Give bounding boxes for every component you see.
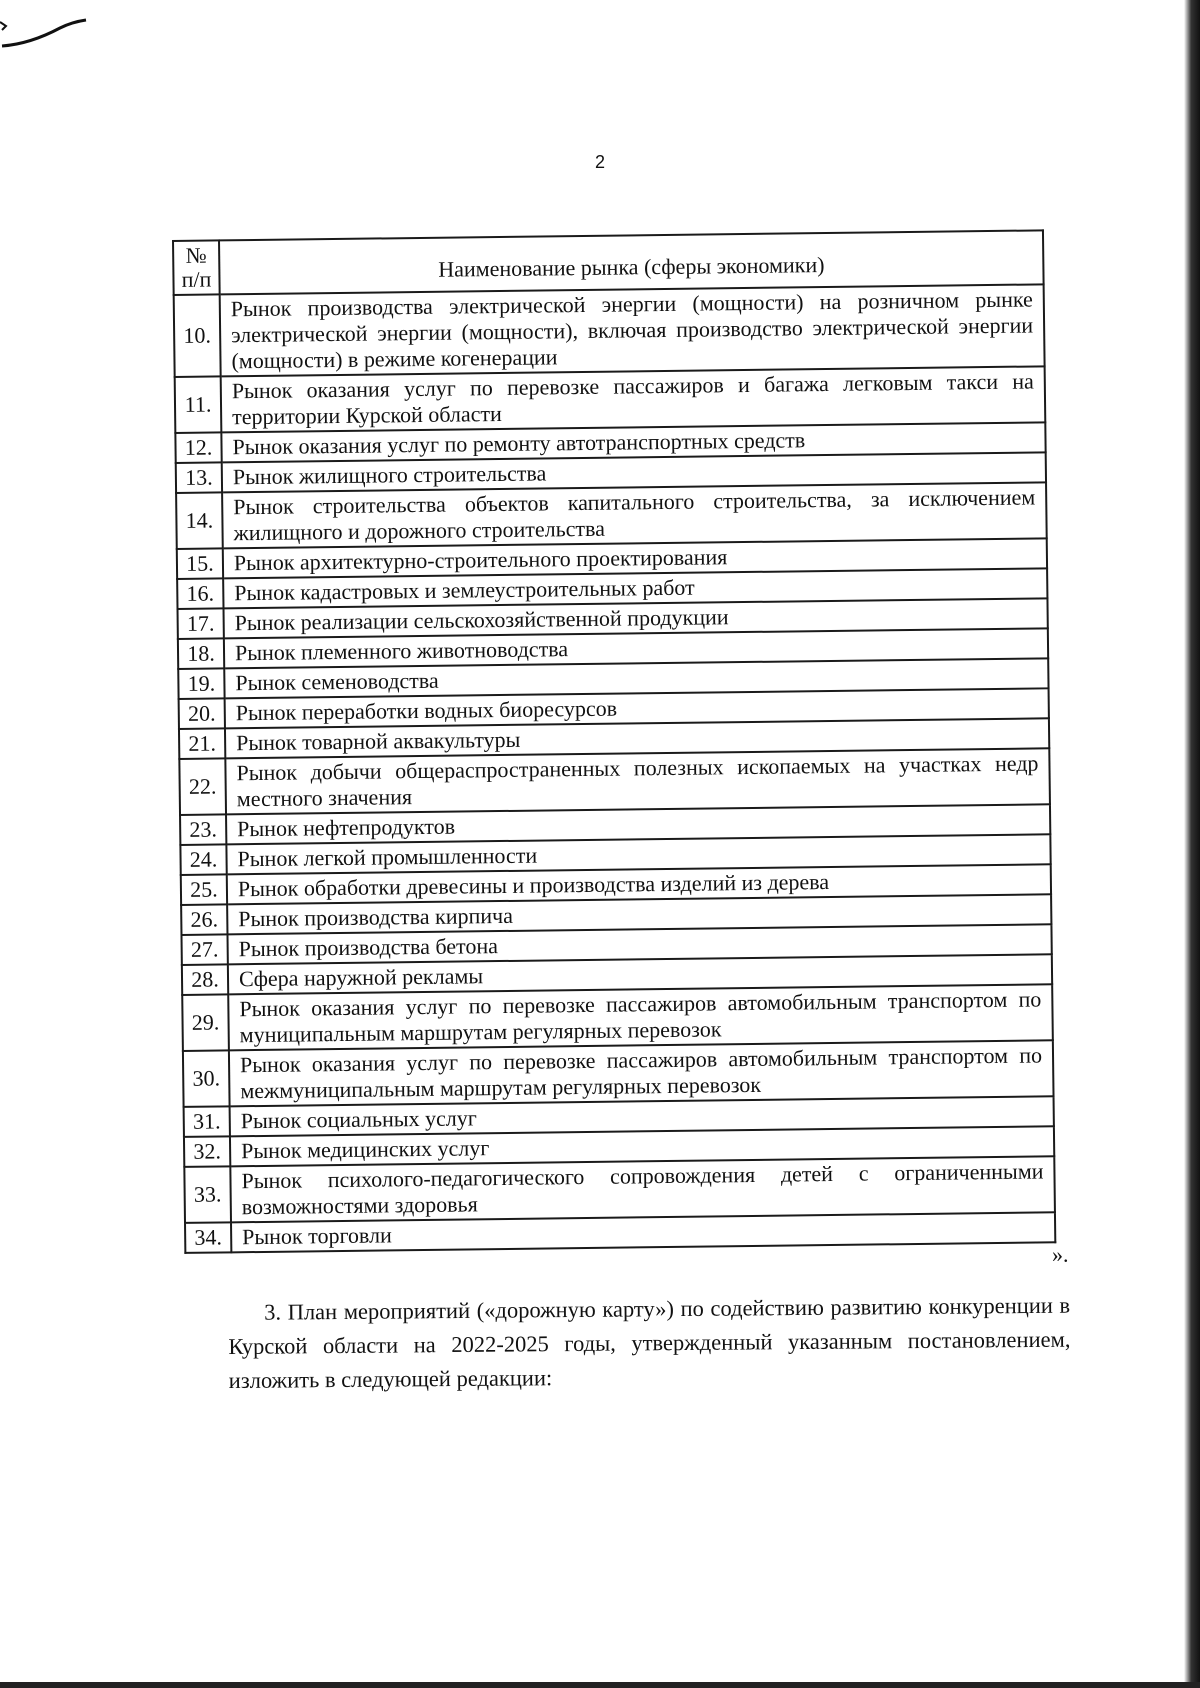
row-market-name: Рынок реализации сельскохозяйственной продукции (224, 598, 1048, 638)
paragraph-3 (228, 1289, 1071, 1398)
scan-edge-bottom (0, 1682, 1200, 1688)
row-number: 25. (181, 874, 227, 905)
row-number: 13. (176, 462, 222, 493)
row-market-name: Рынок архитектурно-строительного проектирования (223, 538, 1047, 578)
scan-corner-mark (0, 12, 100, 52)
row-number: 32. (184, 1136, 230, 1167)
row-market-name: Рынок оказания услуг по перевозке пассажиров автомобильным транспортом по межмуниципальным маршрутам регулярных перевозок (229, 1040, 1054, 1106)
row-market-name: Рынок торговли (231, 1212, 1055, 1252)
row-market-name: Рынок оказания услуг по перевозке пассажиров и багажа легковым такси на территории Курской области (221, 366, 1046, 432)
row-market-name: Рынок медицинских услуг (230, 1126, 1054, 1166)
row-number: 14. (176, 492, 223, 549)
row-number: 22. (179, 758, 226, 815)
row-number: 27. (181, 934, 227, 965)
row-market-name: Рынок легкой промышленности (226, 834, 1050, 874)
row-number: 34. (185, 1222, 231, 1253)
page-number: 2 (594, 152, 606, 172)
row-market-name: Рынок племенного животноводства (224, 628, 1048, 668)
row-market-name: Рынок производства бетона (227, 924, 1051, 964)
row-number: 20. (179, 698, 225, 729)
closing-quote: ». (1052, 1242, 1069, 1267)
row-number: 33. (184, 1166, 231, 1223)
row-number: 18. (178, 638, 224, 669)
row-market-name: Рынок переработки водных биоресурсов (225, 688, 1049, 728)
row-number: 11. (175, 376, 222, 433)
row-market-name: Рынок кадастровых и землеустроительных работ (223, 568, 1047, 608)
row-market-name: Рынок семеноводства (224, 658, 1048, 698)
row-number: 10. (174, 294, 221, 377)
row-number: 29. (182, 994, 229, 1051)
table-body (174, 284, 1056, 1253)
row-number: 19. (178, 668, 224, 699)
row-number: 17. (178, 608, 224, 639)
row-number: 30. (183, 1050, 230, 1107)
row-number: 26. (181, 904, 227, 935)
markets-table (172, 229, 1056, 1254)
row-market-name: Сфера наружной рекламы (228, 954, 1052, 994)
row-market-name: Рынок жилищного строительства (222, 452, 1046, 492)
row-number: 12. (175, 432, 221, 463)
row-market-name: Рынок оказания услуг по ремонту автотранспортных средств (221, 422, 1045, 462)
row-market-name: Рынок обработки древесины и производства изделий из дерева (227, 864, 1051, 904)
header-num: № п/п (173, 240, 220, 295)
header-name: Наименование рынка (сферы экономики) (219, 230, 1044, 294)
row-number: 28. (182, 964, 228, 995)
paragraph-3-text: 3. План мероприятий («дорожную карту») по содействию развитию конкуренции в Курской области на 2022-2025 годы, утвержденный указанным постановлением, изложить в следующей редакции: (228, 1292, 1071, 1393)
row-market-name: Рынок товарной аквакультуры (225, 718, 1049, 758)
row-number: 21. (179, 728, 225, 759)
row-market-name: Рынок оказания услуг по перевозке пассажиров автомобильным транспортом по муниципальным маршрутам регулярных перевозок (228, 984, 1053, 1050)
row-number: 15. (177, 548, 223, 579)
row-number: 23. (180, 814, 226, 845)
row-market-name: Рынок социальных услуг (230, 1096, 1054, 1136)
row-market-name: Рынок нефтепродуктов (226, 804, 1050, 844)
row-market-name: Рынок добычи общераспространенных полезных ископаемых на участках недр местного значения (225, 748, 1050, 814)
scan-edge-right (1184, 0, 1200, 1688)
row-market-name: Рынок производства электрической энергии (мощности) на розничном рынке электрической энергии (мощности), включая производство электрической энергии (мощности) в режиме когенерации (220, 284, 1045, 376)
row-number: 24. (180, 844, 226, 875)
table-row (174, 284, 1045, 377)
row-market-name: Рынок строительства объектов капитального строительства, за исключением жилищного и дорожного строительства (222, 482, 1047, 548)
row-market-name: Рынок психолого-педагогического сопровождения детей с ограниченными возможностями здоровья (230, 1156, 1055, 1222)
row-number: 31. (184, 1106, 230, 1137)
row-number: 16. (177, 578, 223, 609)
row-market-name: Рынок производства кирпича (227, 894, 1051, 934)
